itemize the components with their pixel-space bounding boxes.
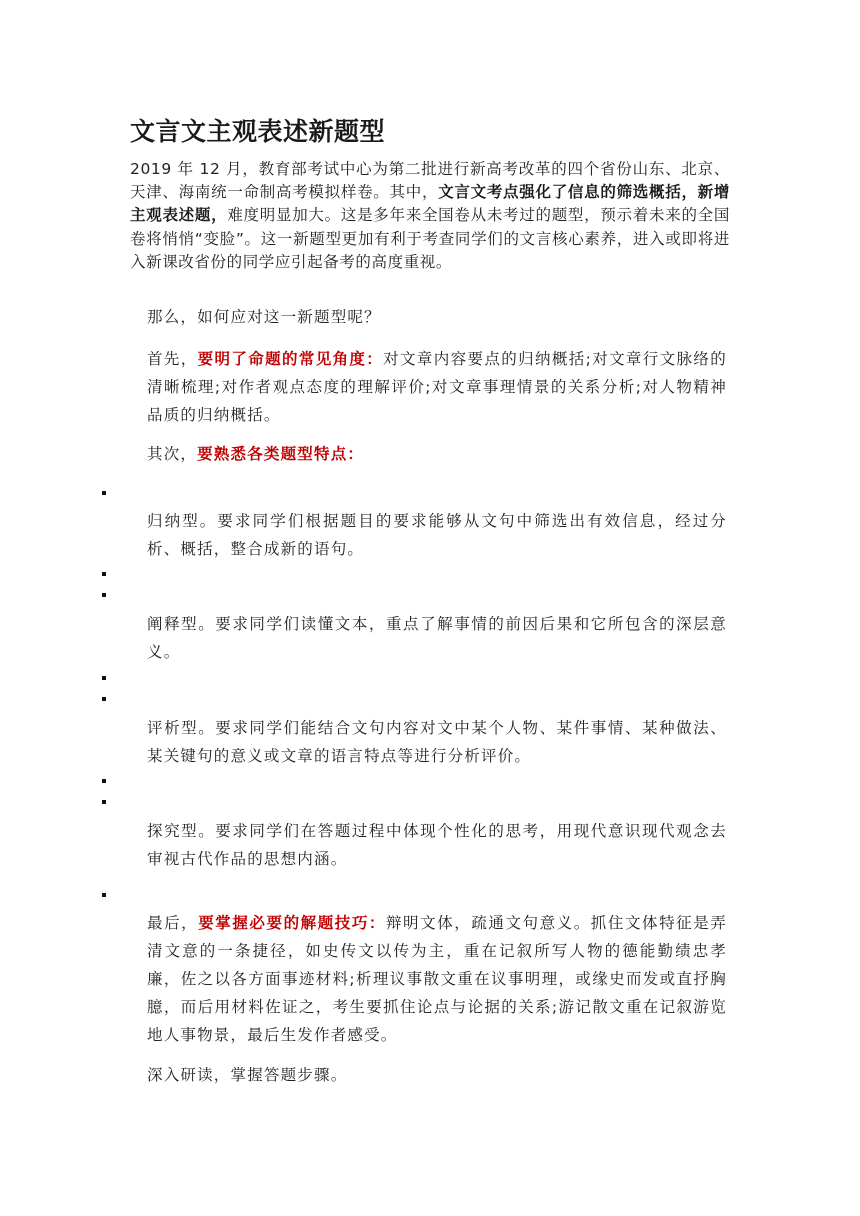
last-lead: 最后， — [147, 914, 199, 932]
intro-text-2: 难度明显加大。这是多年来全国卷从未考过的题型，预示着未来的全国卷将悄悄“变脸”。这一新题型更加有利于考查同学们的文言核心素养，进入或即将进入新课改省份的同学应引起备考的高度重视。 — [130, 206, 730, 271]
bullet-marker — [102, 491, 106, 495]
last-text: 辩明文体，疏通文句意义。抓住文体特征是弄清文意的一条捷径，如史传文以传为主，重在记叙所写人物的德能勤绩忠孝廉，佐之以各方面事迹材料;析理议事散文重在议事明理，或缘史而发或直抒胸臆，而后用材料佐证之，考生要抓住论点与论据的关系;游记散文重在记叙游览地人事物景，最后生发作者感受。 — [147, 914, 727, 1044]
bullet-marker — [102, 697, 106, 701]
second-highlight: 要熟悉各类题型特点： — [197, 445, 365, 463]
intro-text-1: 2019 年 12 月，教育部考试中心为第二批进行新高考改革的四个省份山东、北京、天津、海南统一命制高考模拟样卷。其中， — [130, 160, 730, 202]
bullet-marker — [102, 593, 106, 597]
type-paragraph-4: 探究型。要求同学们在答题过程中体现个性化的思考，用现代意识现代观念去审视古代作品的思想内涵。 — [147, 822, 727, 868]
closing-paragraph: 深入研读，掌握答题步骤。 — [147, 1066, 348, 1084]
type-paragraph-2: 阐释型。要求同学们读懂文本，重点了解事情的前因后果和它所包含的深层意义。 — [147, 615, 727, 661]
bullet-marker — [102, 893, 106, 897]
bullet-marker — [102, 572, 106, 576]
bullet-marker — [102, 676, 106, 680]
intro-paragraph — [130, 158, 730, 274]
question-paragraph: 那么，如何应对这一新题型呢？ — [147, 308, 381, 326]
second-paragraph — [147, 440, 727, 468]
first-paragraph — [147, 345, 727, 429]
intro-bold-text: 文言文考点强化了信息的筛选概括，新增主观表述题， — [130, 183, 730, 225]
bullet-marker — [102, 800, 106, 804]
first-lead: 首先， — [147, 350, 198, 368]
first-highlight: 要明了命题的常见角度： — [197, 350, 384, 368]
type-paragraph-3: 评析型。要求同学们能结合文句内容对文中某个人物、某件事情、某种做法、某关键句的意义或文章的语言特点等进行分析评价。 — [147, 719, 727, 765]
page-title: 文言文主观表述新题型 — [130, 117, 386, 146]
type-paragraph-1: 归纳型。要求同学们根据题目的要求能够从文句中筛选出有效信息，经过分析、概括，整合成新的语句。 — [147, 512, 727, 558]
bullet-marker — [102, 779, 106, 783]
last-paragraph — [147, 909, 727, 1049]
second-lead: 其次， — [147, 445, 198, 463]
last-highlight: 要掌握必要的解题技巧： — [198, 914, 386, 932]
first-text: 对文章内容要点的归纳概括;对文章行文脉络的清晰梳理;对作者观点态度的理解评价;对文章事理情景的关系分析;对人物精神品质的归纳概括。 — [147, 350, 727, 424]
